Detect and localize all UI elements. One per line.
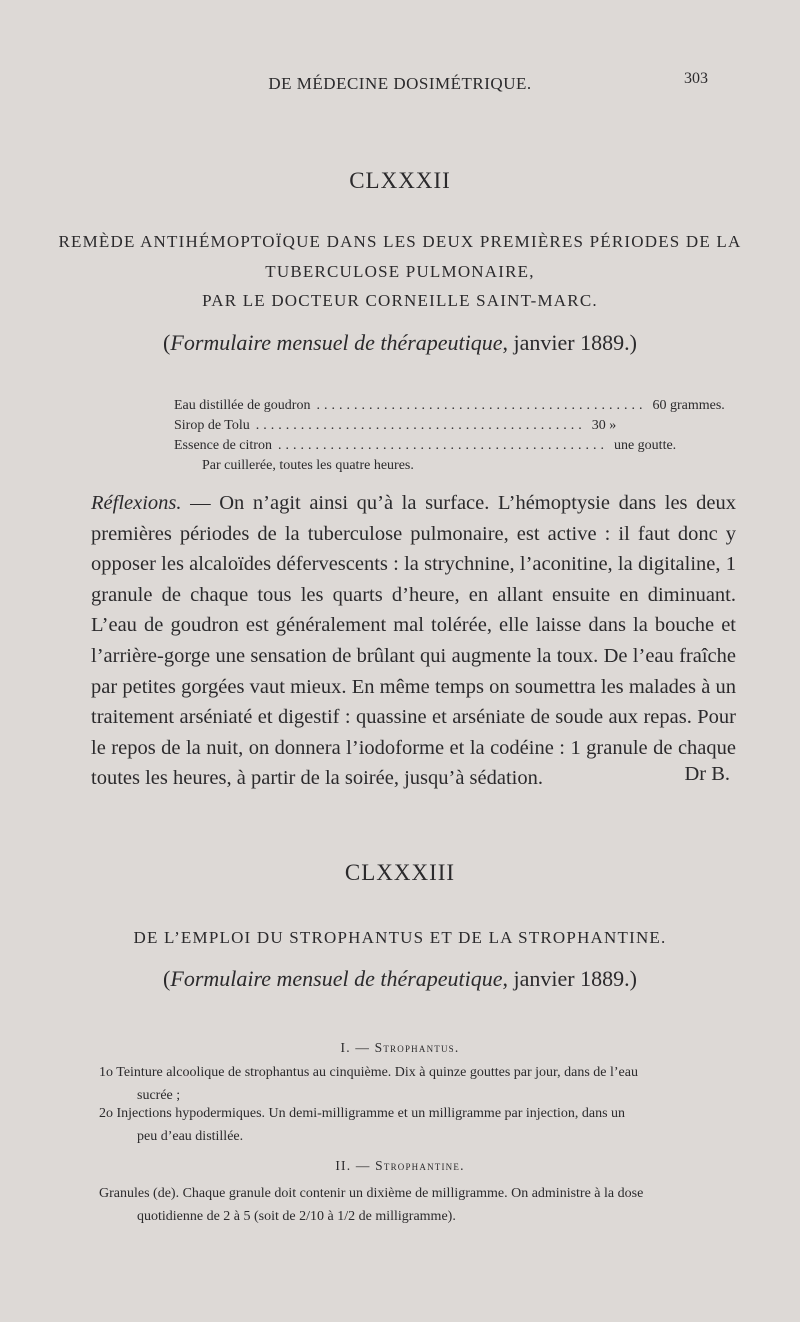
list-item: [101, 1182, 736, 1228]
section-numeral: CLXXXIII: [344, 860, 456, 885]
recipe-ingredient: Eau distillée de goudron: [174, 398, 311, 413]
list-item-text: Granules (de). Chaque granule doit contenir un dixième de milligramme. On administre à la dose: [99, 1186, 644, 1201]
signature: Dr B.: [684, 763, 730, 786]
section-numeral: CLXXXII: [349, 168, 451, 193]
subsection-heading: I. — Strophantus.: [340, 1040, 460, 1055]
running-title: DE MÉDECINE DOSIMÉTRIQUE.: [268, 74, 532, 93]
list-item-continuation: sucrée ;: [137, 1088, 181, 1103]
recipe-ingredient: Essence de citron: [174, 438, 272, 453]
list-item-continuation: quotidienne de 2 à 5 (soit de 2/10 à 1/2 de milligramme).: [137, 1209, 456, 1224]
reflexions-label: Réflexions.: [91, 492, 182, 514]
source-journal: Formulaire mensuel de thérapeutique: [170, 966, 503, 991]
recipe-row: [174, 418, 634, 434]
subsection-heading: II. — Strophantine.: [335, 1158, 465, 1173]
section-title-line: PAR LE DOCTEUR CORNEILLE SAINT-MARC.: [202, 291, 598, 310]
leader-dots: ............................................: [316, 398, 647, 413]
list-item: [101, 1102, 736, 1148]
reflexions-paragraph: [91, 488, 736, 794]
list-item-text: 1o Teinture alcoolique de strophantus au cinquième. Dix à quinze gouttes par jour, dans de l’eau: [99, 1065, 638, 1080]
recipe-row: [174, 398, 725, 414]
list-item-continuation: peu d’eau distillée.: [137, 1129, 244, 1144]
source-date: , janvier 1889.): [502, 330, 637, 355]
recipe-row: [174, 438, 677, 454]
source-citation: [0, 330, 800, 356]
recipe-note: Par cuillerée, toutes les quatre heures.: [202, 458, 414, 473]
list-item: [101, 1061, 736, 1107]
source-date: , janvier 1889.): [502, 966, 637, 991]
recipe-quantity: 30 »: [591, 418, 617, 433]
section-title-line: REMÈDE ANTIHÉMOPTOÏQUE DANS LES DEUX PREMIÈRES PÉRIODES DE LA: [58, 232, 742, 251]
source-open: (: [163, 966, 171, 991]
recipe-quantity: 60 grammes.: [652, 398, 725, 413]
page-number: 303: [684, 70, 708, 87]
recipe-quantity: une goutte.: [613, 438, 677, 453]
recipe-ingredient: Sirop de Tolu: [174, 418, 250, 433]
list-item-text: 2o Injections hypodermiques. Un demi-milligramme et un milligramme par injection, dans un: [99, 1106, 626, 1121]
leader-dots: ............................................: [255, 418, 586, 433]
source-citation: [0, 966, 800, 992]
source-open: (: [163, 330, 171, 355]
reflexions-text: — On n’agit ainsi qu’à la surface. L’hémoptysie dans les deux premières périodes de la tuberculose pulmonaire, est active : il faut donc y opposer les alcaloïdes défervescents : la strychnine, l’aconitine, la digitaline, 1 granule de chaque tous les quarts d’heure, en allant ensuite en diminuant. L’eau de goudron est généralement mal tolérée, elle laisse dans la bouche et l’arrière-gorge une sensation de brûlant qui augmente la toux. De l’eau fraîche par petites gorgées vaut mieux. En même temps on soumettra les malades à un traitement arséniaté et digestif : quassine et arséniate de soude aux repas. Pour le repos de la nuit, on donnera l’iodoforme et la codéine : 1 granule de chaque toutes les heures, à partir de la soirée, jusqu’à sédation.: [91, 492, 736, 790]
leader-dots: ............................................: [277, 438, 608, 453]
section-title-line: TUBERCULOSE PULMONAIRE,: [265, 262, 535, 281]
source-journal: Formulaire mensuel de thérapeutique: [170, 330, 503, 355]
section-title-line: DE L’EMPLOI DU STROPHANTUS ET DE LA STROPHANTINE.: [133, 928, 667, 947]
